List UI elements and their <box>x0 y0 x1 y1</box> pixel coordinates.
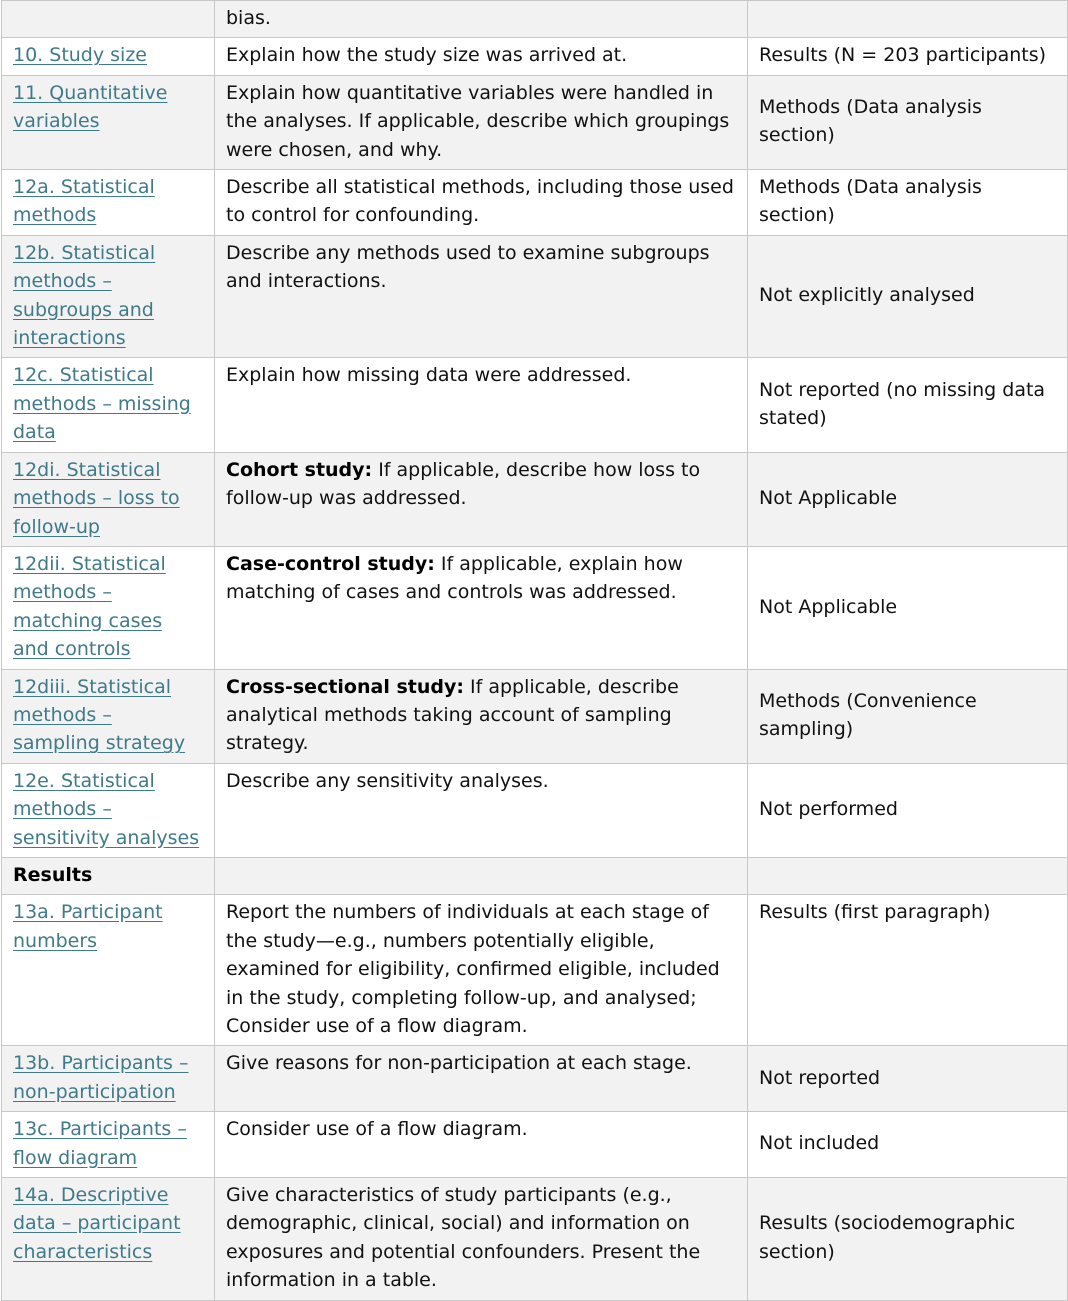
recommendation-cell: Give characteristics of study participants (e.g., demographic, clinical, social) and information on exposures and potential confounders. Present the information in a table. <box>215 1178 748 1301</box>
item-link[interactable]: 12diii. Statistical methods – sampling strategy <box>13 675 186 755</box>
item-cell <box>2 1112 215 1178</box>
item-cell <box>2 669 215 763</box>
table-row <box>2 170 1068 236</box>
item-link[interactable]: 10. Study size <box>13 44 147 67</box>
table-row <box>2 763 1068 857</box>
reported-cell: Not reported <box>748 1046 1068 1112</box>
strobe-checklist-table <box>1 0 1068 1301</box>
item-link[interactable]: 11. Quantitative variables <box>13 81 168 133</box>
item-cell <box>2 1046 215 1112</box>
item-link[interactable]: 13b. Participants – non-participation <box>13 1052 189 1103</box>
item-link[interactable]: 12e. Statistical methods – sensitivity analyses <box>13 769 200 849</box>
item-cell <box>2 75 215 169</box>
reported-cell: Methods (Convenience sampling) <box>748 669 1068 763</box>
recommendation-cell: bias. <box>215 1 748 38</box>
recommendation-cell <box>215 546 748 669</box>
reported-cell: Not performed <box>748 763 1068 857</box>
recommendation-cell: Describe any sensitivity analyses. <box>215 763 748 857</box>
empty-cell <box>215 857 748 894</box>
recommendation-cell: Explain how the study size was arrived at. <box>215 38 748 75</box>
recommendation-cell: Explain how missing data were addressed. <box>215 358 748 452</box>
table-row <box>2 1 1068 38</box>
table-row <box>2 75 1068 169</box>
reported-cell <box>748 1 1068 38</box>
item-cell <box>2 358 215 452</box>
reported-cell: Not Applicable <box>748 452 1068 546</box>
empty-cell <box>748 857 1068 894</box>
reported-cell: Results (N = 203 participants) <box>748 38 1068 75</box>
study-type-label: Case-control study: <box>226 552 435 575</box>
table-row <box>2 1178 1068 1301</box>
recommendation-cell: Describe all statistical methods, including those used to control for confounding. <box>215 170 748 236</box>
table-row <box>2 358 1068 452</box>
item-cell <box>2 235 215 358</box>
recommendation-text: If applicable, describe analytical methods taking account of sampling strategy. <box>226 675 679 755</box>
section-heading: Results <box>2 857 215 894</box>
section-row <box>2 857 1068 894</box>
item-link[interactable]: 12dii. Statistical methods – matching cases and controls <box>13 552 166 661</box>
recommendation-cell <box>215 452 748 546</box>
reported-cell: Not explicitly analysed <box>748 235 1068 358</box>
study-type-label: Cohort study: <box>226 458 373 481</box>
recommendation-cell: Consider use of a flow diagram. <box>215 1112 748 1178</box>
item-link[interactable]: 12c. Statistical methods – missing data <box>13 364 191 444</box>
reported-cell: Not reported (no missing data stated) <box>748 358 1068 452</box>
reported-cell: Not included <box>748 1112 1068 1178</box>
recommendation-cell: Give reasons for non-participation at each stage. <box>215 1046 748 1112</box>
recommendation-text: If applicable, describe how loss to follow-up was addressed. <box>226 458 701 510</box>
recommendation-cell: Describe any methods used to examine subgroups and interactions. <box>215 235 748 358</box>
item-cell <box>2 763 215 857</box>
item-link[interactable]: 13c. Participants – flow diagram <box>13 1118 187 1169</box>
recommendation-cell: Report the numbers of individuals at each stage of the study—e.g., numbers potentially eligible, examined for eligibility, confirmed eligible, included in the study, completing follow-up, and analysed; Consider use of a flow diagram. <box>215 895 748 1046</box>
item-cell <box>2 1 215 38</box>
item-cell <box>2 1178 215 1301</box>
table-row <box>2 452 1068 546</box>
table-row <box>2 1046 1068 1112</box>
item-cell <box>2 452 215 546</box>
table-row <box>2 235 1068 358</box>
table-row <box>2 669 1068 763</box>
table-row <box>2 895 1068 1046</box>
reported-cell: Results (first paragraph) <box>748 895 1068 1046</box>
item-cell <box>2 170 215 236</box>
table-row <box>2 1112 1068 1178</box>
item-link[interactable]: 14a. Descriptive data – participant characteristics <box>13 1184 181 1263</box>
table-row <box>2 546 1068 669</box>
item-link[interactable]: 13a. Participant numbers <box>13 901 163 952</box>
reported-cell: Methods (Data analysis section) <box>748 75 1068 169</box>
item-cell <box>2 895 215 1046</box>
item-link[interactable]: 12b. Statistical methods – subgroups and interactions <box>13 241 156 350</box>
reported-cell: Results (sociodemographic section) <box>748 1178 1068 1301</box>
recommendation-text: If applicable, explain how matching of cases and controls was addressed. <box>226 552 683 604</box>
table-row <box>2 38 1068 75</box>
item-link[interactable]: 12a. Statistical methods <box>13 176 155 227</box>
recommendation-cell <box>215 669 748 763</box>
reported-cell: Not Applicable <box>748 546 1068 669</box>
recommendation-cell: Explain how quantitative variables were handled in the analyses. If applicable, describe which groupings were chosen, and why. <box>215 75 748 169</box>
study-type-label: Cross-sectional study: <box>226 675 464 698</box>
item-link[interactable]: 12di. Statistical methods – loss to follow-up <box>13 458 180 538</box>
item-cell <box>2 546 215 669</box>
reported-cell: Methods (Data analysis section) <box>748 170 1068 236</box>
item-cell <box>2 38 215 75</box>
